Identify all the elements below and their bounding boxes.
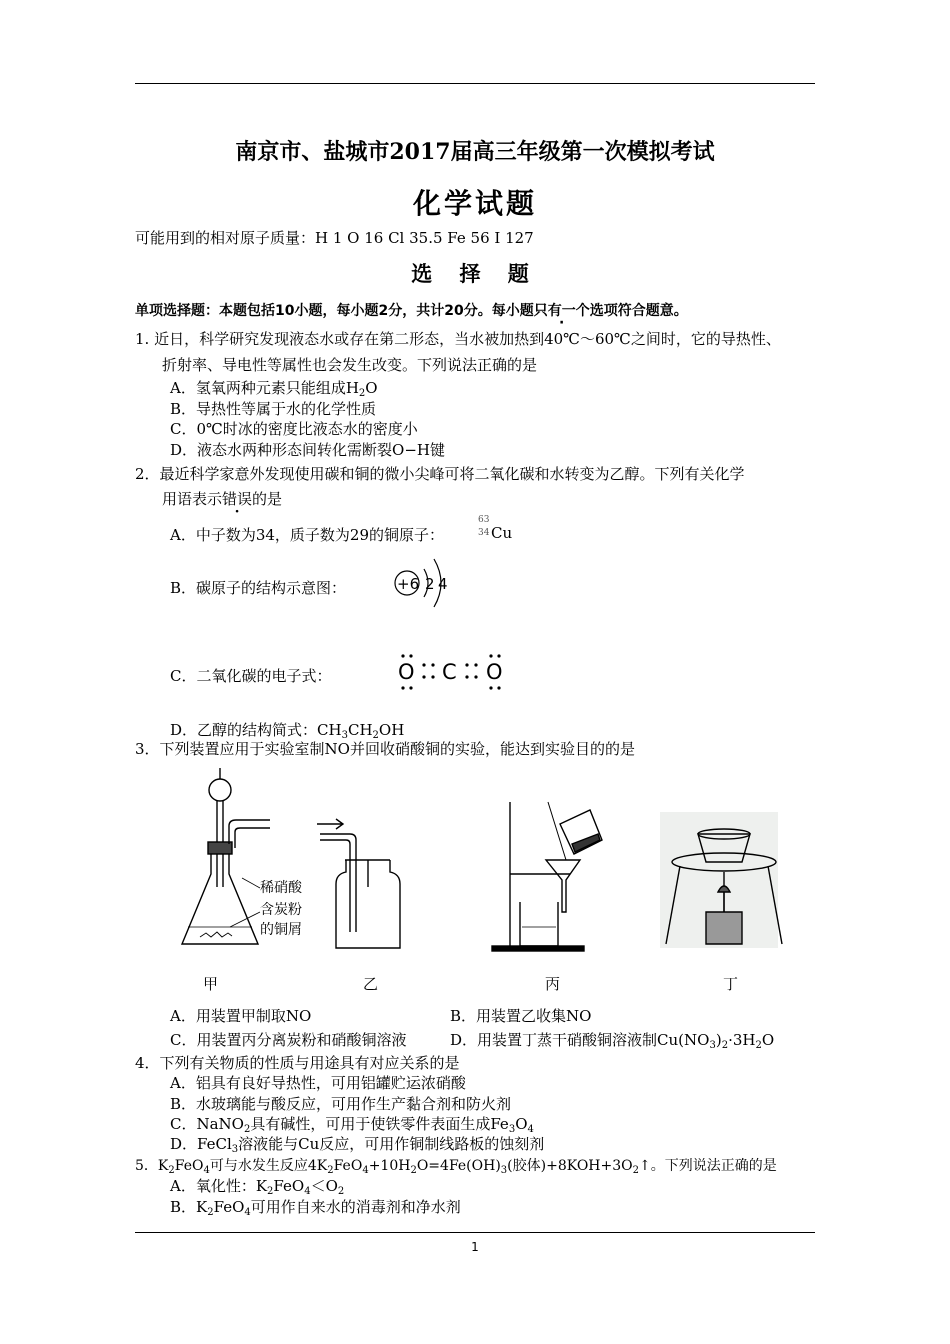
q3-option-a: A．用装置甲制取NO <box>170 1007 312 1025</box>
gas-flow-arrow <box>317 819 343 829</box>
co2-electron-formula <box>392 650 512 695</box>
q3-option-d: D．用装置丁蒸干硝酸铜溶液制$Cu(NO_3)_2\cdot 3H_2O$ <box>450 1031 775 1051</box>
q4-option-c: C．NaNO$_2$具有碱性，可用于使铁零件表面生成$Fe_3O_4$ <box>170 1115 534 1135</box>
q5-option-a: A．氧化性：$K_2FeO_4<O_2$ <box>170 1177 345 1197</box>
alcohol-lamp <box>706 912 742 944</box>
beaker <box>520 902 558 946</box>
atomic-masses: 可能用到的相对原子质量：H 1 O 16 Cl 35.5 Fe 56 I 127 <box>135 229 534 247</box>
q4-option-b: B．水玻璃能与酸反应，可用作生产黏合剂和防火剂 <box>170 1095 512 1113</box>
conical-flask <box>182 854 258 944</box>
q2-option-d: D．乙醇的结构简式：$CH_3CH_2OH$ <box>170 721 405 741</box>
copper-isotope-mass: 63 <box>478 515 490 525</box>
copper-symbol: Cu <box>491 524 513 542</box>
apparatus-figure <box>170 762 810 962</box>
q1-stem-line1: 1. 近日，科学研究发现液态水或存在第二形态，当水被加热到40℃～60℃之间时，它的导热性、 <box>135 330 781 348</box>
q2-stem-line2: 用语表示错误的是 <box>162 490 283 508</box>
q2-option-b: B．碳原子的结构示意图： <box>170 579 347 597</box>
q3-stem: 3．下列装置应用于实验室制NO并回收硝酸铜的实验，能达到实验目的的是 <box>135 740 635 758</box>
q2-option-c: C．二氧化碳的电子式： <box>170 667 332 685</box>
figure-caption-yi: 乙 <box>363 975 379 993</box>
shell-2-electrons: 4 <box>438 575 448 593</box>
q2-option-a: A．中子数为34，质子数为29的铜原子： <box>170 526 445 544</box>
figure-caption-bing: 丙 <box>545 975 561 993</box>
copper-isotope-number: 34 <box>478 528 490 538</box>
q1-stem-line2: 折射率、导电性等属性也会发生改变。下列说法正确的是 <box>162 356 538 374</box>
separatory-funnel-bulb <box>209 779 231 801</box>
page-number: 1 <box>471 1240 479 1254</box>
q2-stem-line1: 2．最近科学家意外发现使用碳和铜的微小尖峰可将二氧化碳和水转变为乙醇。下列有关化学 <box>135 465 745 483</box>
q4-option-d: D．FeCl$_3$溶液能与Cu反应，可用作铜制线路板的蚀刻剂 <box>170 1135 545 1155</box>
q3-option-b: B．用装置乙收集NO <box>450 1007 592 1025</box>
exam-title: 南京市、盐城市2017届高三年级第一次模拟考试 <box>235 139 715 165</box>
apparatus-jia <box>182 768 270 944</box>
q1-option-a: A．氢氧两种元素只能组成$H_2O$ <box>170 379 378 399</box>
filter-funnel <box>546 860 580 912</box>
oxygen-left: O <box>398 660 415 684</box>
section-title: 选 择 题 <box>411 261 539 286</box>
apparatus-bing <box>492 802 602 951</box>
q1-option-d: D．液态水两种形态间转化需断裂O−H键 <box>170 441 445 459</box>
label-dilute-nitric-acid: 稀硝酸 <box>260 880 302 896</box>
q4-stem: 4．下列有关物质的性质与用途具有对应关系的是 <box>135 1054 460 1072</box>
q4-option-a: A．铝具有良好导热性，可用铝罐贮运浓硝酸 <box>170 1074 466 1092</box>
instructions-emphasis: 只有一个 <box>533 303 590 319</box>
iron-stand-base <box>492 946 584 951</box>
apparatus-yi <box>317 819 400 948</box>
q1-option-b: B．导热性等属于水的化学性质 <box>170 400 377 418</box>
bottom-rule <box>135 1232 815 1233</box>
q5-option-b: B．$K_2FeO_4$可用作自来水的消毒剂和净水剂 <box>170 1198 461 1218</box>
subject-title: 化学试题 <box>412 187 537 220</box>
figure-caption-ding: 丁 <box>723 975 739 993</box>
top-rule <box>135 83 815 84</box>
carbon-center: C <box>442 660 457 684</box>
nucleus-charge: +6 <box>397 575 420 593</box>
q3-option-c: C．用装置丙分离炭粉和硝酸铜溶液 <box>170 1031 407 1049</box>
figure-caption-jia: 甲 <box>203 975 219 993</box>
label-carbon-powder: 含炭粉 <box>260 902 302 918</box>
apparatus-ding <box>660 812 782 948</box>
instructions: 单项选择题：本题包括10小题，每小题2分，共计20分。每小题只有一个选项符合题意。 <box>135 303 688 319</box>
carbon-atom-diagram <box>388 545 458 625</box>
shell-1-electrons: 2 <box>425 575 435 593</box>
q5-stem: 5．$K_2FeO_4$可与水发生反应$4K_2FeO_4+10H_2O=4Fe(OH)_3$(胶体)$+8KOH+3O_2↑$。下列说法正确的是 <box>135 1158 777 1176</box>
label-copper-shavings: 的铜屑 <box>260 922 302 938</box>
q1-option-c: C．0℃时冰的密度比液态水的密度小 <box>170 420 418 438</box>
oxygen-right: O <box>486 660 503 684</box>
